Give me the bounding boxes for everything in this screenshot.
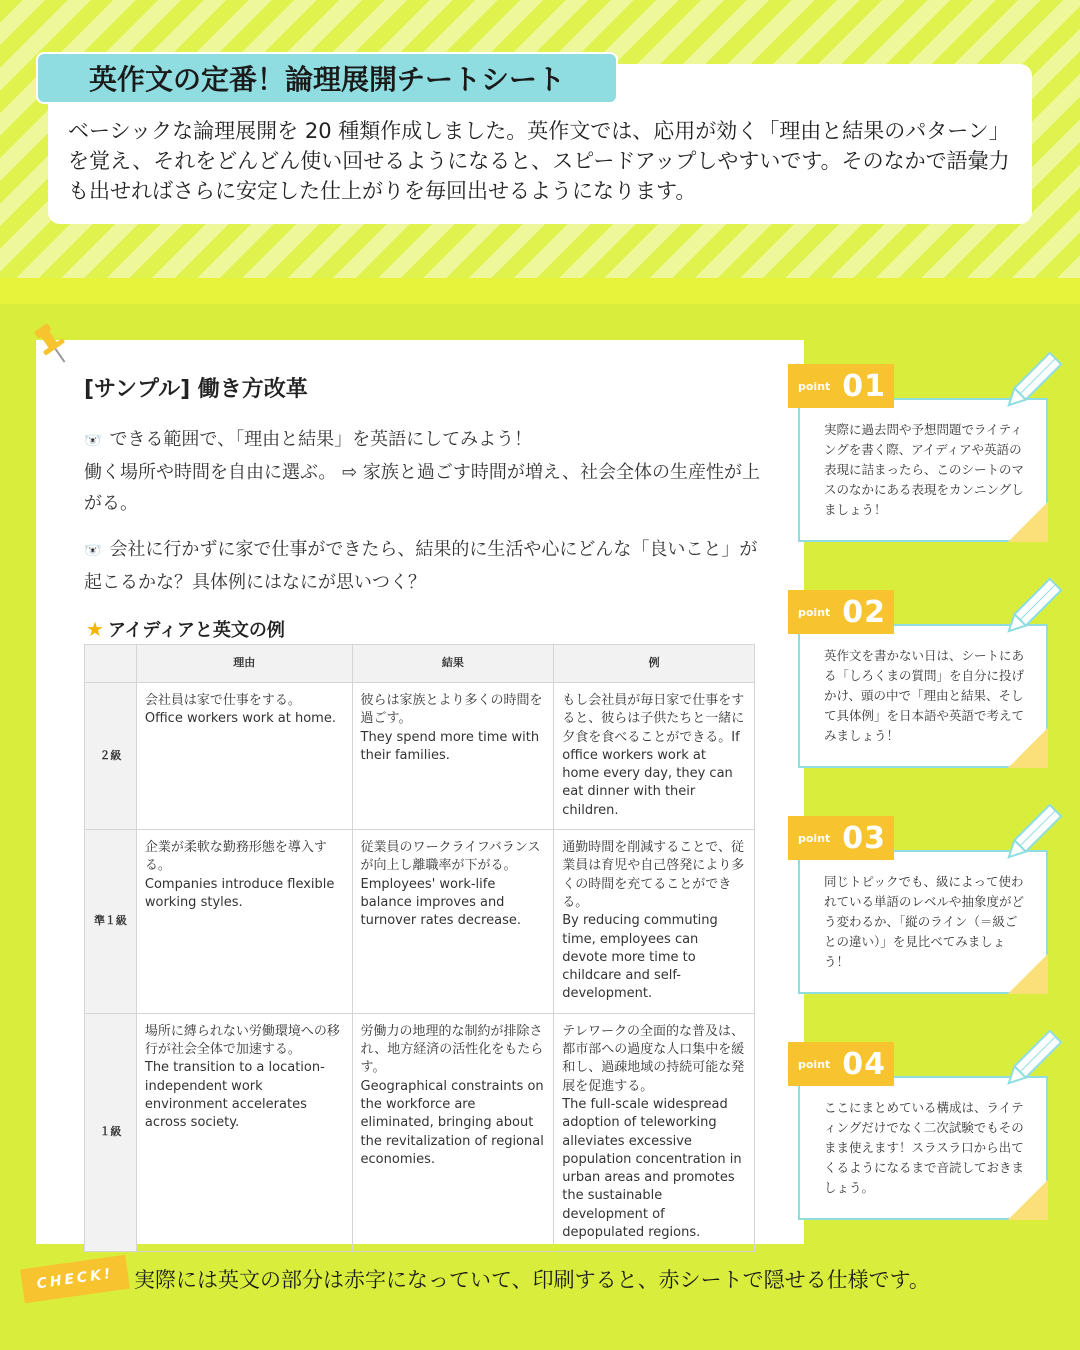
intro-text: ベーシックな論理展開を 20 種類作成しました。英作文では、応用が効く「理由と結果のパターン」を覚え、それをどんどん使い回せるようになると、スピードアップしやすいです。そのなかで語彙力も出せればさらに安定した仕上がりを毎回出せるようになります。 [68, 119, 1010, 203]
pencil-icon [990, 1022, 1070, 1102]
table-header-result: 結果 [352, 645, 554, 683]
pencil-icon [990, 570, 1070, 650]
question-1-example: 働く場所や時間を自由に選ぶ。 ⇨ 家族と過ごす時間が増え、社会全体の生産性が上がる。 [84, 462, 760, 514]
point-tag-04 [788, 1042, 894, 1086]
question-1 [84, 424, 774, 519]
table-header-row [85, 645, 755, 683]
level-cell: １級 [85, 1013, 137, 1252]
point-tag-03 [788, 816, 894, 860]
table-row [85, 1013, 755, 1252]
result-cell: 彼らは家族とより多くの時間を過ごす。 They spend more time with their families. [352, 683, 554, 830]
table-row [85, 683, 755, 830]
level-cell: 準１級 [85, 830, 137, 1014]
point-02-text: 英作文を書かない日は、シートにある「しろくまの質問」を自分に投げかけ、頭の中で「理由と結果、そして具体例」を日本語や英語で考えてみましょう！ [824, 648, 1025, 743]
point-number: 01 [842, 368, 887, 404]
folded-corner [1008, 954, 1048, 994]
polar-bear-icon: 🐻‍❄️ [84, 543, 102, 559]
polar-bear-icon: 🐻‍❄️ [84, 433, 102, 449]
check-note: 実際には英文の部分は赤字になっていて、印刷すると、赤シートで隠せる仕様です。 [134, 1268, 930, 1292]
table-row [85, 830, 755, 1014]
point-01-text: 実際に過去問や予想問題でライティングを書く際、アイディアや英語の表現に詰まったら、このシートのマスのなかにある表現をカンニングしましょう！ [824, 422, 1025, 517]
sample-title: [サンプル] 働き方改革 [84, 377, 308, 402]
example-cell: もし会社員が毎日家で仕事をすると、彼らは子供たちと一緒に夕食を食べることができる。If office workers work at home every day, they can eat dinner with their children. [554, 683, 755, 830]
point-label: point [798, 605, 831, 619]
point-number: 02 [842, 594, 887, 630]
divider-strip [0, 278, 1080, 304]
result-cell: 労働力の地理的な制約が排除され、地方経済の活性化をもたらす。 Geographical constraints on the workforce are eliminated, bringing about the revitalization of regional economies. [352, 1013, 554, 1252]
table-header-corner [85, 645, 137, 683]
pencil-icon [990, 796, 1070, 876]
point-label: point [798, 379, 831, 393]
table-header-reason: 理由 [136, 645, 352, 683]
question-2 [84, 534, 774, 598]
point-04-text: ここにまとめている構成は、ライティングだけでなく二次試験でもそのまま使えます！スラスラ口から出てくるようになるまで音読しておきましょう。 [824, 1100, 1025, 1195]
point-tag-01 [788, 364, 894, 408]
point-03-text: 同じトピックでも、級によって使われている単語のレベルや抽象度がどう変わるか、「縦のライン（＝級ごとの違い）」を見比べてみましょう！ [824, 874, 1025, 969]
point-label: point [798, 1057, 831, 1071]
point-tag-02 [788, 590, 894, 634]
point-number: 04 [842, 1046, 887, 1082]
page-title: 英作文の定番！論理展開チートシート [36, 52, 618, 104]
ideas-heading-label: アイディアと英文の例 [107, 620, 285, 641]
check-badge: CHECK! [20, 1255, 130, 1303]
question-2-prompt: 会社に行かずに家で仕事ができたら、結果的に生活や心にどんな「良いこと」が起こるかな？具体例にはなにが思いつく？ [84, 539, 758, 593]
example-cell: 通勤時間を削減することで、従業員は育児や自己啓発により多くの時間を充てることができる。 By reducing commuting time, employees can devote more time to childcare and self-development. [554, 830, 755, 1014]
folded-corner [1008, 1180, 1048, 1220]
ideas-table [84, 644, 755, 1252]
folded-corner [1008, 502, 1048, 542]
reason-cell: 場所に縛られない労働環境への移行が社会全体で加速する。 The transition to a location-independent work environment accelerates across society. [136, 1013, 352, 1252]
reason-cell: 企業が柔軟な勤務形態を導入する。 Companies introduce flexible working styles. [136, 830, 352, 1014]
pushpin-icon [30, 320, 74, 368]
reason-cell: 会社員は家で仕事をする。 Office workers work at home. [136, 683, 352, 830]
star-icon: ★ [86, 617, 104, 641]
result-cell: 従業員のワークライフバランスが向上し離職率が下がる。 Employees' work-life balance improves and turnover rates decrease. [352, 830, 554, 1014]
level-cell: ２級 [85, 683, 137, 830]
example-cell: テレワークの全面的な普及は、都市部への過度な人口集中を緩和し、過疎地域の持続可能な発展を促進する。 The full-scale widespread adoption of teleworking alleviates excessive population concentration in urban areas and promotes the sustainable development of depopulated regions. [554, 1013, 755, 1252]
point-label: point [798, 831, 831, 845]
pencil-icon [990, 344, 1070, 424]
folded-corner [1008, 728, 1048, 768]
question-1-prompt: できる範囲で、「理由と結果」を英語にしてみよう！ [109, 429, 533, 450]
table-header-example: 例 [554, 645, 755, 683]
point-number: 03 [842, 820, 887, 856]
ideas-heading [86, 616, 285, 642]
